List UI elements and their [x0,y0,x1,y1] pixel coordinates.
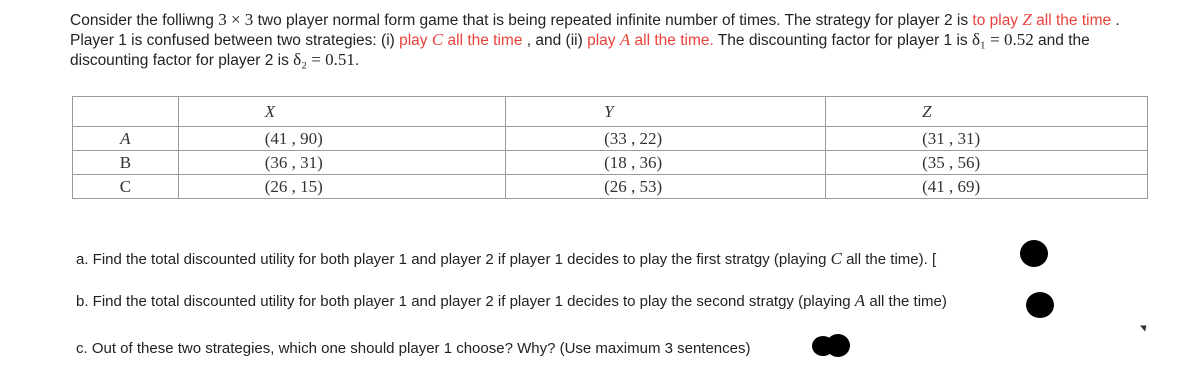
highlighted-text: all the time. [630,32,714,49]
intro-text: , and (ii) [522,32,588,49]
payoff-cell: (18 , 36) [506,151,826,175]
row-label: B [73,151,179,175]
redaction-mark [1026,292,1054,318]
cursor-arrow-icon [1140,322,1149,331]
problem-statement [70,10,1160,70]
question-text: all the time). [ [841,251,937,268]
discount-factor-2: δ₂ = 0.51 [293,50,355,69]
highlighted-math: C [431,30,444,49]
payoff-cell: (36 , 31) [178,151,505,175]
column-header: Z [826,97,1148,127]
question-math: C [830,249,842,268]
highlighted-text: all the time [443,32,523,49]
highlighted-text: play [399,32,432,49]
payoff-cell: (31 , 31) [826,127,1148,151]
intro-text: . [354,52,360,69]
question-b [76,291,947,311]
column-header: X [178,97,505,127]
payoff-cell: (41 , 90) [178,127,505,151]
intro-text: and the discounting factor for player 2 is [70,32,1090,69]
question-text: all the time) [865,293,947,310]
redaction-mark [826,334,850,357]
intro-text: . Player 1 is confused between two strategies: (i) [70,12,1120,49]
discount-factor-1: δ₁ = 0.52 [971,30,1034,49]
highlighted-text: to play [972,12,1023,29]
highlighted-text: play [587,32,620,49]
corner-cell [73,97,179,127]
payoff-cell: (26 , 53) [506,175,826,199]
table-row [73,151,1148,175]
question-a [76,249,936,269]
question-c: c. Out of these two strategies, which one should player 1 choose? Why? (Use maximum 3 sentences) [76,340,751,357]
game-size: 3 × 3 [218,10,254,29]
question-math: A [854,291,866,310]
payoff-cell: (41 , 69) [826,175,1148,199]
payoff-cell: (26 , 15) [178,175,505,199]
highlighted-math: A [619,30,631,49]
table-row [73,175,1148,199]
intro-text: The discounting factor for player 1 is [713,32,972,49]
table-header-row [73,97,1148,127]
column-header: Y [506,97,826,127]
payoff-table [72,96,1148,199]
highlighted-math: Z [1022,10,1032,29]
redaction-mark [1020,240,1048,267]
intro-text: Consider the folliwng [70,12,219,29]
row-label: A [73,127,179,151]
row-label: C [73,175,179,199]
table-row [73,127,1148,151]
question-text: b. Find the total discounted utility for both player 1 and player 2 if player 1 decides to play the second stratgy (playing [76,293,855,310]
intro-text: two player normal form game that is being repeated infinite number of times. The strategy for player 2 is [253,12,973,29]
payoff-cell: (33 , 22) [506,127,826,151]
highlighted-text: all the time [1031,12,1112,29]
question-text: a. Find the total discounted utility for both player 1 and player 2 if player 1 decides to play the first stratgy (playing [76,251,831,268]
payoff-cell: (35 , 56) [826,151,1148,175]
